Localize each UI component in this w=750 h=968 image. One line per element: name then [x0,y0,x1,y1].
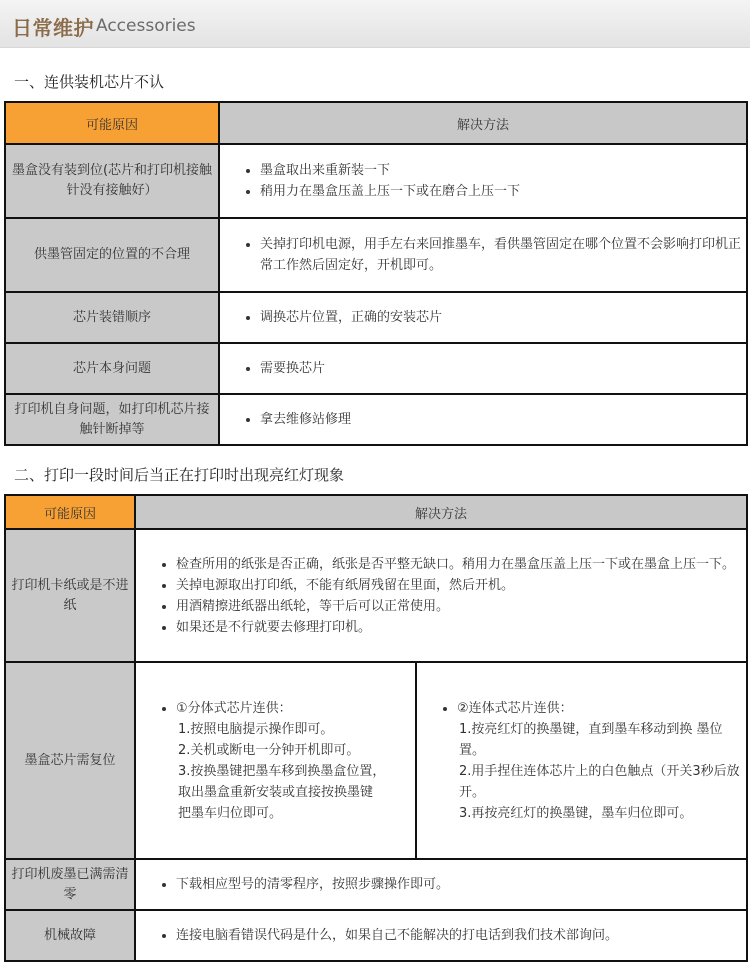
col-solution-header: 解决方法 [135,495,747,529]
solution-cell [219,394,747,445]
solution-item: • 拿去维修站修理 [260,409,746,430]
solution-line: 把墨车归位即可。 [178,805,283,821]
solution-line: 取出墨盒重新安装或直接按换墨键 [178,784,374,800]
cause-cell: 墨盒芯片需复位 [5,662,135,859]
solution-cell [219,218,747,292]
solution-item: • 关掉电源取出打印纸，不能有纸屑残留在里面，然后开机。 [176,575,746,596]
solution-cell [219,292,747,343]
solution-line: 3.按换墨键把墨车移到换墨盒位置， [178,763,386,779]
solution-line: 1.按亮红灯的换墨键，直到墨车移动到换 墨位置。 [459,721,723,758]
solution-cell [135,859,747,910]
solution-line: 2.关机或断电一分钟开机即可。 [178,742,360,758]
solution-cell [219,144,747,218]
cause-cell: 芯片本身问题 [5,343,219,394]
solution-cell [135,910,747,961]
section2-title: 二、打印一段时间后当正在打印时出现亮红灯现象 [14,466,345,484]
header-title-en: Accessories [96,16,196,36]
cause-cell: 打印机废墨已满需清零 [5,859,135,910]
solution-item: • 墨盒取出来重新装一下 [260,160,746,181]
solution-item: • 调换芯片位置，正确的安装芯片 [260,307,746,328]
split-chip-solution [135,662,416,859]
header-title-cn: 日常维护 [12,16,94,40]
solution-line: 2.用手捏住连体芯片上的白色触点（开关3秒后放开。 [459,763,740,800]
solution-item: • 检查所用的纸张是否正确，纸张是否平整无缺口。稍用力在墨盒压盖上压一下或在墨盒上压一下。 [176,554,746,575]
solution-cell [219,343,747,394]
solution-item: • 连接电脑看错误代码是什么，如果自己不能解决的打电话到我们技术部询问。 [176,925,746,946]
col-solution-header: 解决方法 [219,102,747,144]
cause-cell: 打印机卡纸或是不进纸 [5,529,135,662]
solution-item: • 下载相应型号的清零程序，按照步骤操作即可。 [176,874,746,895]
cause-cell: 机械故障 [5,910,135,961]
cause-cell: 打印机自身问题，如打印机芯片接触针断掉等 [5,394,219,445]
solution-item: • ②连体式芯片连供： [457,698,746,719]
cause-cell: 供墨管固定的位置的不合理 [5,218,219,292]
solution-line: 3.再按亮红灯的换墨键，墨车归位即可。 [459,805,693,821]
page-header [0,0,750,48]
cause-cell: 墨盒没有装到位(芯片和打印机接触针没有接触好） [5,144,219,218]
solution-item: • 稍用力在墨盒压盖上压一下或在磨合上压一下 [260,181,746,202]
col-cause-header: 可能原因 [5,102,219,144]
solution-item: • 如果还是不行就要去修理打印机。 [176,617,746,638]
combined-chip-solution [416,662,747,859]
section1-title: 一、连供装机芯片不认 [14,73,165,91]
section2-table [4,494,748,962]
solution-item: • 关掉打印机电源，用手左右来回推墨车，看供墨管固定在哪个位置不会影响打印机正常工作然后固定好，开机即可。 [260,234,746,276]
solution-item: • 用酒精擦进纸器出纸轮，等干后可以正常使用。 [176,596,746,617]
col-cause-header: 可能原因 [5,495,135,529]
solution-cell [135,529,747,662]
solution-item: • ①分体式芯片连供： [176,698,415,719]
solution-item: • 需要换芯片 [260,358,746,379]
section1-table [4,101,748,446]
cause-cell: 芯片装错顺序 [5,292,219,343]
solution-line: 1.按照电脑提示操作即可。 [178,721,334,737]
